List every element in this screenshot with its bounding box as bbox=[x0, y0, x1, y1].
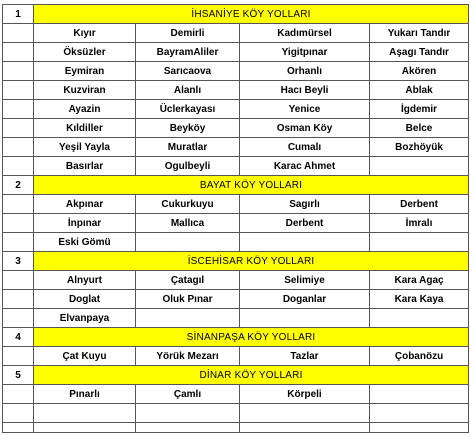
village-cell: Kıldiller bbox=[34, 119, 136, 138]
row-index-cell bbox=[3, 290, 34, 309]
section-title: DİNAR KÖY YOLLARI bbox=[34, 366, 469, 385]
section-header-row bbox=[3, 176, 469, 195]
section-number: 3 bbox=[3, 252, 34, 271]
table-row bbox=[3, 385, 469, 404]
village-cell: Derbent bbox=[240, 214, 370, 233]
village-cell: İgdemir bbox=[370, 100, 469, 119]
village-cell: Üclerkayası bbox=[136, 100, 240, 119]
section-title: BAYAT KÖY YOLLARI bbox=[34, 176, 469, 195]
village-cell: Alanlı bbox=[136, 81, 240, 100]
village-cell: Orhanlı bbox=[240, 62, 370, 81]
section-header-row bbox=[3, 5, 469, 24]
village-cell bbox=[136, 404, 240, 423]
row-index-cell bbox=[3, 309, 34, 328]
village-cell: Belce bbox=[370, 119, 469, 138]
table-row bbox=[3, 43, 469, 62]
section-header-row bbox=[3, 328, 469, 347]
row-index-cell bbox=[3, 195, 34, 214]
village-cell bbox=[240, 233, 370, 252]
table-row bbox=[3, 119, 469, 138]
village-cell: Kuzviran bbox=[34, 81, 136, 100]
village-cell: Yigitpınar bbox=[240, 43, 370, 62]
village-cell: Doganlar bbox=[240, 290, 370, 309]
village-cell: Derbent bbox=[370, 195, 469, 214]
section-title: İSCEHİSAR KÖY YOLLARI bbox=[34, 252, 469, 271]
table-row bbox=[3, 290, 469, 309]
village-cell: Basırlar bbox=[34, 157, 136, 176]
village-cell: Mallıca bbox=[136, 214, 240, 233]
table-row bbox=[3, 347, 469, 366]
table-row bbox=[3, 81, 469, 100]
table-row bbox=[3, 233, 469, 252]
blank-cell bbox=[3, 423, 34, 433]
village-cell: Kadımürsel bbox=[240, 24, 370, 43]
row-index-cell bbox=[3, 271, 34, 290]
row-index-cell bbox=[3, 138, 34, 157]
table-row bbox=[3, 138, 469, 157]
table-row bbox=[3, 214, 469, 233]
village-cell: Aşagı Tandır bbox=[370, 43, 469, 62]
section-number: 5 bbox=[3, 366, 34, 385]
village-cell: Körpeli bbox=[240, 385, 370, 404]
village-cell: Elvanpaya bbox=[34, 309, 136, 328]
section-number: 2 bbox=[3, 176, 34, 195]
village-cell bbox=[370, 233, 469, 252]
village-cell bbox=[240, 404, 370, 423]
row-index-cell bbox=[3, 43, 34, 62]
village-cell bbox=[370, 309, 469, 328]
section-title: İHSANİYE KÖY YOLLARI bbox=[34, 5, 469, 24]
village-cell: Kara Agaç bbox=[370, 271, 469, 290]
village-cell: Yeşil Yayla bbox=[34, 138, 136, 157]
village-cell: Hacı Beyli bbox=[240, 81, 370, 100]
table-row bbox=[3, 271, 469, 290]
village-cell: Osman Köy bbox=[240, 119, 370, 138]
village-cell: Öksüzler bbox=[34, 43, 136, 62]
section-number: 4 bbox=[3, 328, 34, 347]
table-row bbox=[3, 309, 469, 328]
village-cell: Yörük Mezarı bbox=[136, 347, 240, 366]
village-cell: İmralı bbox=[370, 214, 469, 233]
village-cell: Karac Ahmet bbox=[240, 157, 370, 176]
row-index-cell bbox=[3, 385, 34, 404]
table-row bbox=[3, 62, 469, 81]
village-cell bbox=[136, 233, 240, 252]
row-index-cell bbox=[3, 214, 34, 233]
village-cell: Çatagıl bbox=[136, 271, 240, 290]
row-index-cell bbox=[3, 233, 34, 252]
table-row bbox=[3, 157, 469, 176]
village-cell: Cukurkuyu bbox=[136, 195, 240, 214]
village-cell bbox=[136, 309, 240, 328]
village-cell bbox=[370, 157, 469, 176]
row-index-cell bbox=[3, 24, 34, 43]
table-body bbox=[3, 5, 469, 433]
village-cell: Yukarı Tandır bbox=[370, 24, 469, 43]
village-cell: Tazlar bbox=[240, 347, 370, 366]
row-index-cell bbox=[3, 404, 34, 423]
row-index-cell bbox=[3, 347, 34, 366]
blank-cell bbox=[136, 423, 240, 433]
village-cell: Çat Kuyu bbox=[34, 347, 136, 366]
village-cell: Yenice bbox=[240, 100, 370, 119]
village-cell bbox=[370, 404, 469, 423]
village-cell: Oluk Pınar bbox=[136, 290, 240, 309]
village-cell: Cumalı bbox=[240, 138, 370, 157]
village-cell bbox=[370, 385, 469, 404]
village-cell: Ablak bbox=[370, 81, 469, 100]
village-cell: Sagırlı bbox=[240, 195, 370, 214]
village-cell bbox=[240, 309, 370, 328]
village-cell: Demirli bbox=[136, 24, 240, 43]
village-cell: Muratlar bbox=[136, 138, 240, 157]
village-cell bbox=[34, 404, 136, 423]
section-header-row bbox=[3, 252, 469, 271]
table-row bbox=[3, 195, 469, 214]
village-cell: Bozhöyük bbox=[370, 138, 469, 157]
table-row bbox=[3, 100, 469, 119]
table-row bbox=[3, 404, 469, 423]
village-cell: BayramAliler bbox=[136, 43, 240, 62]
row-index-cell bbox=[3, 157, 34, 176]
village-cell: Doglat bbox=[34, 290, 136, 309]
village-cell: Çamlı bbox=[136, 385, 240, 404]
section-header-row bbox=[3, 366, 469, 385]
village-cell: Akören bbox=[370, 62, 469, 81]
village-cell: Eymiran bbox=[34, 62, 136, 81]
section-title: SİNANPAŞA KÖY YOLLARI bbox=[34, 328, 469, 347]
row-index-cell bbox=[3, 100, 34, 119]
village-cell: Selimiye bbox=[240, 271, 370, 290]
village-cell: Akpınar bbox=[34, 195, 136, 214]
village-cell: Pınarlı bbox=[34, 385, 136, 404]
table-row bbox=[3, 24, 469, 43]
blank-cell bbox=[34, 423, 136, 433]
row-index-cell bbox=[3, 62, 34, 81]
blank-cell bbox=[370, 423, 469, 433]
blank-cell bbox=[240, 423, 370, 433]
row-index-cell bbox=[3, 119, 34, 138]
row-index-cell bbox=[3, 81, 34, 100]
village-cell: Kıyır bbox=[34, 24, 136, 43]
village-cell: Beyköy bbox=[136, 119, 240, 138]
blank-row bbox=[3, 423, 469, 433]
village-cell: Sarıcaova bbox=[136, 62, 240, 81]
village-cell: Kara Kaya bbox=[370, 290, 469, 309]
village-cell: Alnyurt bbox=[34, 271, 136, 290]
section-number: 1 bbox=[3, 5, 34, 24]
village-cell: Eski Gömü bbox=[34, 233, 136, 252]
village-cell: Ogulbeyli bbox=[136, 157, 240, 176]
village-cell: Çobanözu bbox=[370, 347, 469, 366]
village-cell: Ayazin bbox=[34, 100, 136, 119]
village-cell: İnpınar bbox=[34, 214, 136, 233]
village-roads-table bbox=[2, 4, 469, 433]
